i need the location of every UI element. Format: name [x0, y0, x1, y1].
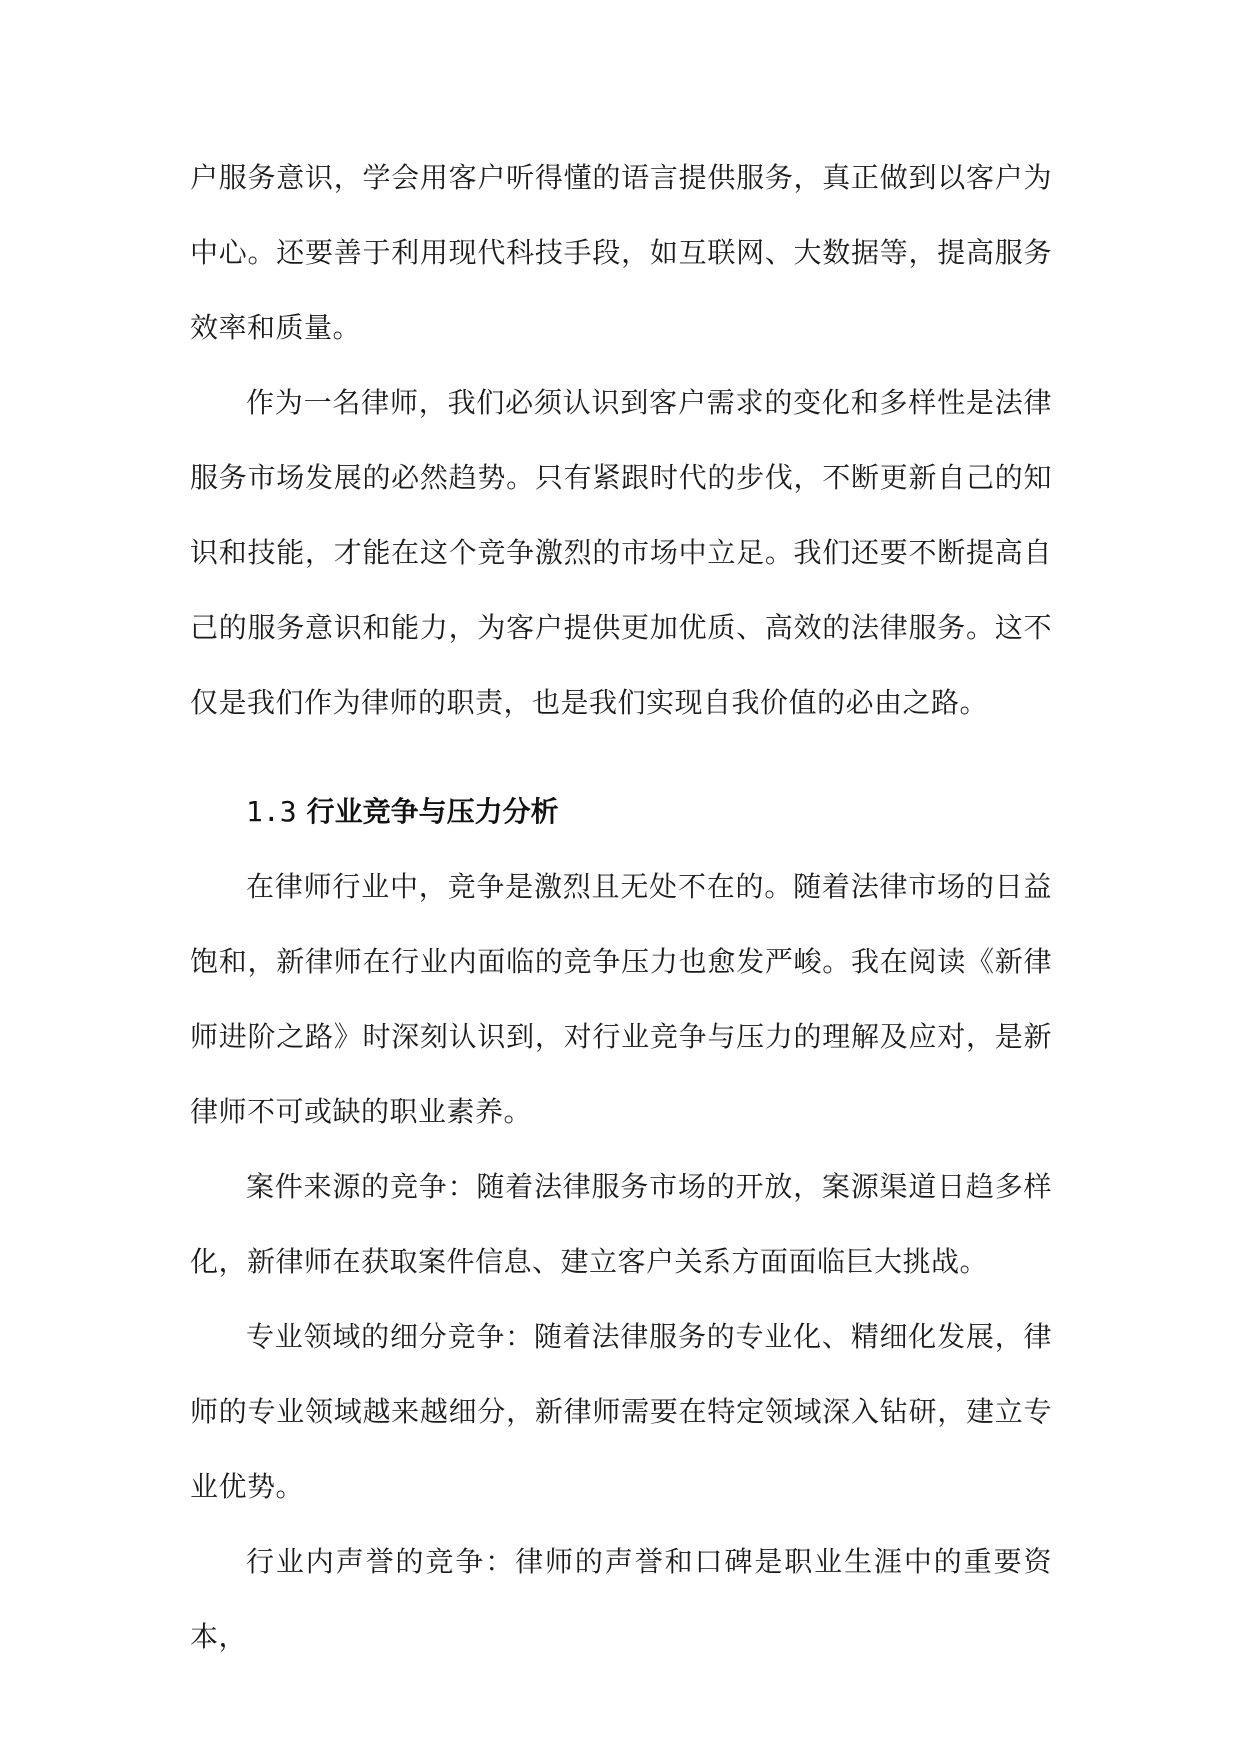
section-heading — [190, 774, 1052, 849]
paragraph-reputation-competition: 行业内声誉的竞争：律师的声誉和口碑是职业生涯中的重要资本， — [190, 1545, 1052, 1653]
page-content — [190, 140, 1052, 1674]
paragraph-continuation: 户服务意识，学会用客户听得懂的语言提供服务，真正做到以客户为中心。还要善于利用现代科技手段，如互联网、大数据等，提高服务效率和质量。 — [190, 161, 1052, 344]
paragraph-specialization-competition: 专业领域的细分竞争：随着法律服务的专业化、精细化发展，律师的专业领域越来越细分，新律师需要在特定领域深入钻研，建立专业优势。 — [190, 1320, 1052, 1503]
paragraph-lawyer-awareness: 作为一名律师，我们必须认识到客户需求的变化和多样性是法律服务市场发展的必然趋势。只有紧跟时代的步伐，不断更新自己的知识和技能，才能在这个竞争激烈的市场中立足。我们还要不断提高自己的服务意识和能力，为客户提供更加优质、高效的法律服务。这不仅是我们作为律师的职责，也是我们实现自我价值的必由之路。 — [190, 386, 1052, 719]
section-number: 1.3 — [246, 795, 297, 828]
paragraph-industry-competition: 在律师行业中，竞争是激烈且无处不在的。随着法律市场的日益饱和，新律师在行业内面临的竞争压力也愈发严峻。我在阅读《新律师进阶之路》时深刻认识到，对行业竞争与压力的理解及应对，是新律师不可或缺的职业素养。 — [190, 870, 1052, 1128]
section-title: 行业竞争与压力分析 — [306, 795, 559, 828]
paragraph-case-source-competition: 案件来源的竞争：随着法律服务市场的开放，案源渠道日趋多样化，新律师在获取案件信息、建立客户关系方面面临巨大挑战。 — [190, 1170, 1052, 1278]
